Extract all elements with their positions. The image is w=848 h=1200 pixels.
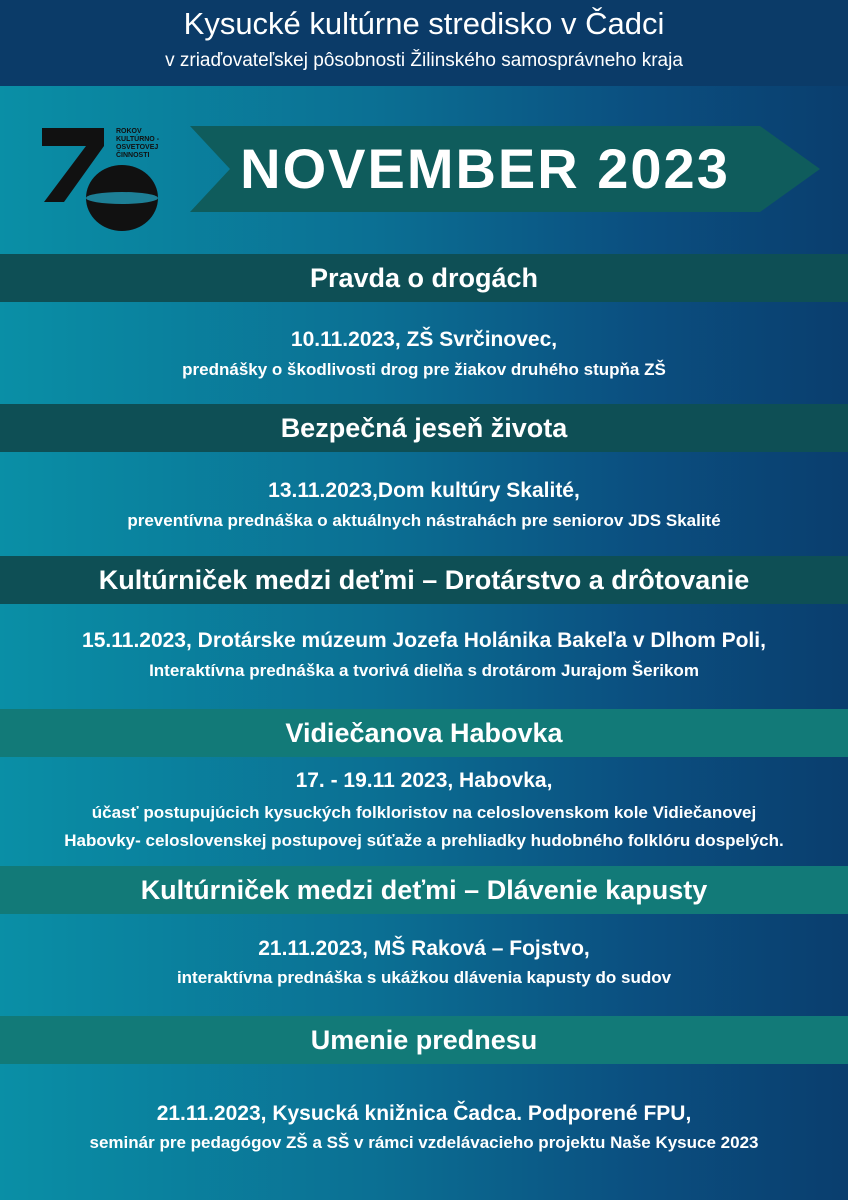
event-title-band: Umenie prednesu <box>0 1016 848 1064</box>
event-date-place: 10.11.2023, ZŠ Svrčinovec, <box>290 328 558 351</box>
logo-caption <box>116 128 176 160</box>
event-description: prednášky o škodlivosti drog pre žiakov druhého stupňa ZŠ <box>182 360 666 379</box>
event-description: Interaktívna prednáška a tvorivá dielňa s drotárom Jurajom Šerikom <box>149 661 699 680</box>
logo-caption-line: ROKOV <box>116 128 142 135</box>
event-date-place: 15.11.2023, Drotárske múzeum Jozefa Holánika Bakeľa v Dlhom Poli, <box>82 629 766 652</box>
organization-subtitle: v zriaďovateľskej pôsobnosti Žilinského samosprávneho kraja <box>165 50 683 71</box>
event-description: seminár pre pedagógov ZŠ a SŠ v rámci vzdelávacieho projektu Naše Kysuce 2023 <box>89 1133 759 1152</box>
event-title-band: Vidiečanova Habovka <box>0 709 848 757</box>
event-description: interaktívna prednáška s ukážkou dlávenia kapusty do sudov <box>176 968 672 987</box>
event-date-place: 17. - 19.11 2023, Habovka, <box>295 769 553 792</box>
month-title: NOVEMBER 2023 <box>240 137 730 200</box>
header-bar <box>0 0 848 86</box>
event-date-place: 21.11.2023, Kysucká knižnica Čadca. Podporené FPU, <box>156 1102 692 1125</box>
event-title-band: Pravda o drogách <box>0 254 848 302</box>
anniversary-logo <box>42 124 212 234</box>
event-title-band: Bezpečná jeseň života <box>0 404 848 452</box>
event-description: účasť postupujúcich kysuckých folkloristov na celoslovenskom kole Vidiečanovej <box>91 803 757 822</box>
logo-caption-line: KULTÚRNO - <box>116 136 160 143</box>
organization-title: Kysucké kultúrne stredisko v Čadci <box>183 6 665 41</box>
event-title-band: Kultúrniček medzi deťmi – Drotárstvo a drôtovanie <box>0 556 848 604</box>
event-date-place: 21.11.2023, MŠ Raková – Fojstvo, <box>258 937 590 960</box>
logo-caption-line: OSVETOVEJ <box>116 144 159 151</box>
event-description: preventívna prednáška o aktuálnych nástrahách pre seniorov JDS Skalité <box>127 511 721 530</box>
event-date-place: 13.11.2023,Dom kultúry Skalité, <box>268 479 580 502</box>
logo-caption-line: ČINNOSTI <box>116 152 150 159</box>
event-title-band: Kultúrniček medzi deťmi – Dlávenie kapusty <box>0 866 848 914</box>
event-description: Habovky- celoslovenskej postupovej súťaže a prehliadky hudobného folklóru dospelých. <box>64 831 784 850</box>
